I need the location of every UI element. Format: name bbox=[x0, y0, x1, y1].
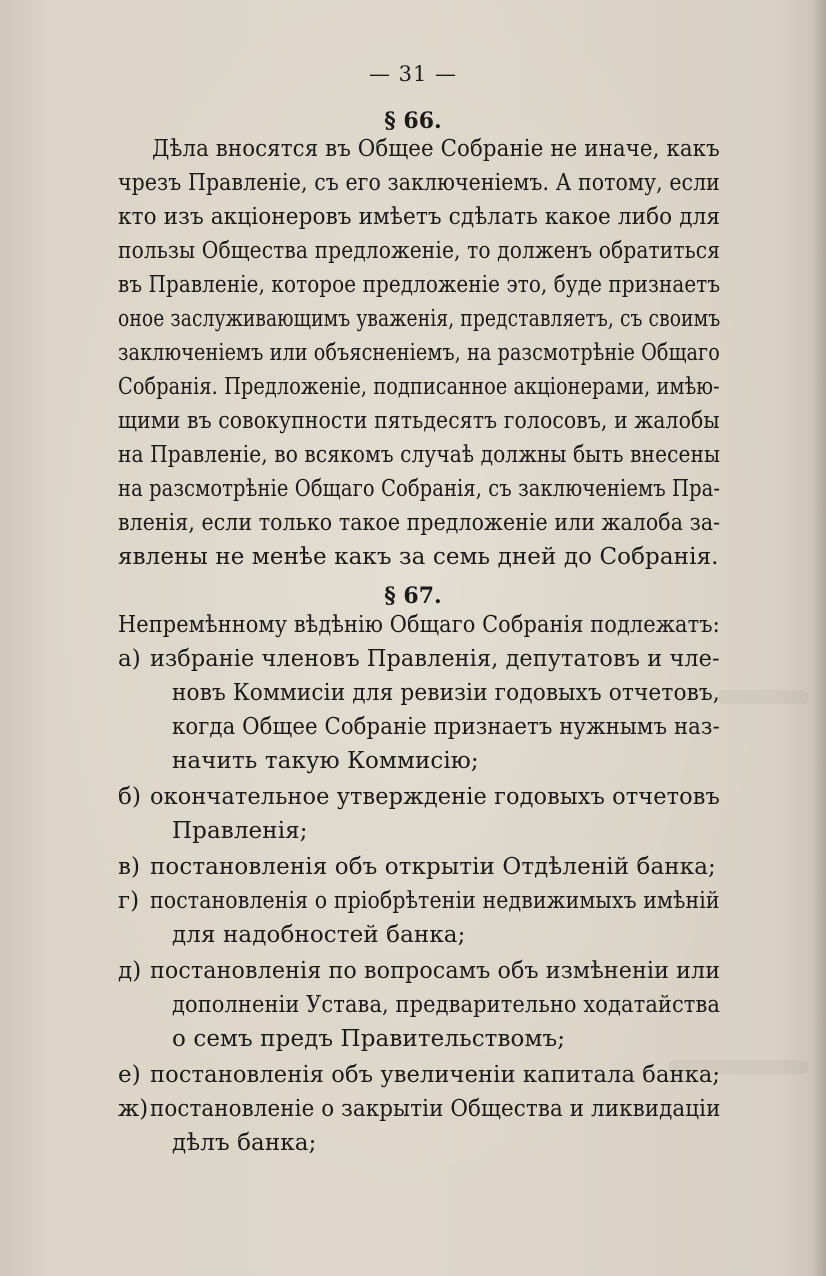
list-item-g-line: для надобностей банка; bbox=[172, 922, 466, 948]
list-item-v-line: постановленія объ открытіи Отдѣленій банка; bbox=[150, 854, 716, 880]
bleed-through-mark bbox=[718, 690, 808, 704]
section-66-line: на Правленіе, во всякомъ случаѣ должны быть внесены bbox=[118, 442, 721, 468]
section-66-line: на разсмотрѣніе Общаго Собранія, съ заключеніемъ Пра- bbox=[118, 476, 721, 502]
list-item-g-line: постановленія о пріобрѣтеніи недвижимыхъ имѣній bbox=[150, 888, 720, 914]
list-item-zh-line: постановленіе о закрытіи Общества и ликвидаціи bbox=[150, 1096, 721, 1122]
list-marker-e: е) bbox=[118, 1062, 141, 1088]
section-67-intro: Непремѣнному вѣдѣнію Общаго Собранія подлежатъ: bbox=[118, 612, 720, 638]
list-marker-b: б) bbox=[118, 784, 142, 810]
section-66-line: явлены не менѣе какъ за семь дней до Собранія. bbox=[118, 544, 719, 570]
section-66-line: въ Правленіе, которое предложеніе это, буде признаетъ bbox=[118, 272, 721, 298]
list-item-d-line: постановленія по вопросамъ объ измѣненіи или bbox=[150, 958, 721, 984]
list-item-a-line: новъ Коммисіи для ревизіи годовыхъ отчетовъ, bbox=[172, 680, 720, 706]
list-marker-d: д) bbox=[118, 958, 142, 984]
list-marker-v: в) bbox=[118, 854, 141, 880]
list-item-d-line: о семъ предъ Правительствомъ; bbox=[172, 1026, 566, 1052]
page-number: — 31 — bbox=[368, 62, 458, 86]
section-67-heading: § 67. bbox=[384, 583, 442, 609]
section-66-line: Дѣла вносятся въ Общее Собраніе не иначе, какъ bbox=[152, 136, 720, 162]
list-item-a-line: когда Общее Собраніе признаетъ нужнымъ наз- bbox=[172, 714, 720, 740]
section-66-line: щими въ совокупности пятьдесятъ голосовъ, и жалобы bbox=[118, 408, 720, 434]
section-66-line: кто изъ акціонеровъ имѣетъ сдѣлать какое либо для bbox=[118, 204, 721, 230]
section-66-line: вленія, если только такое предложеніе или жалоба за- bbox=[118, 510, 721, 536]
list-item-d-line: дополненіи Устава, предварительно ходатайства bbox=[172, 992, 721, 1018]
list-marker-zh: ж) bbox=[118, 1096, 149, 1122]
list-marker-a: а) bbox=[118, 646, 141, 672]
list-marker-g: г) bbox=[118, 888, 140, 914]
list-item-a-line: избраніе членовъ Правленія, депутатовъ и чле- bbox=[150, 646, 720, 672]
list-item-zh-line: дѣлъ банка; bbox=[172, 1130, 317, 1156]
list-item-a-line: начить такую Коммисію; bbox=[172, 748, 479, 774]
section-66-line: пользы Общества предложеніе, то долженъ обратиться bbox=[118, 238, 721, 264]
section-66-line: оное заслуживающимъ уваженія, представляетъ, съ своимъ bbox=[118, 306, 721, 332]
section-66-heading: § 66. bbox=[384, 108, 442, 134]
section-66-line: чрезъ Правленіе, съ его заключеніемъ. А потому, если bbox=[118, 170, 720, 196]
list-item-b-line: Правленія; bbox=[172, 818, 308, 844]
section-66-line: заключеніемъ или объясненіемъ, на разсмотрѣніе Общаго bbox=[118, 340, 720, 366]
list-item-b-line: окончательное утвержденіе годовыхъ отчетовъ bbox=[150, 784, 720, 810]
page-edge-shadow bbox=[812, 0, 826, 1276]
section-66-line: Собранія. Предложеніе, подписанное акціонерами, имѣю- bbox=[118, 374, 720, 400]
list-item-e-line: постановленія объ увеличеніи капитала банка; bbox=[150, 1062, 721, 1088]
